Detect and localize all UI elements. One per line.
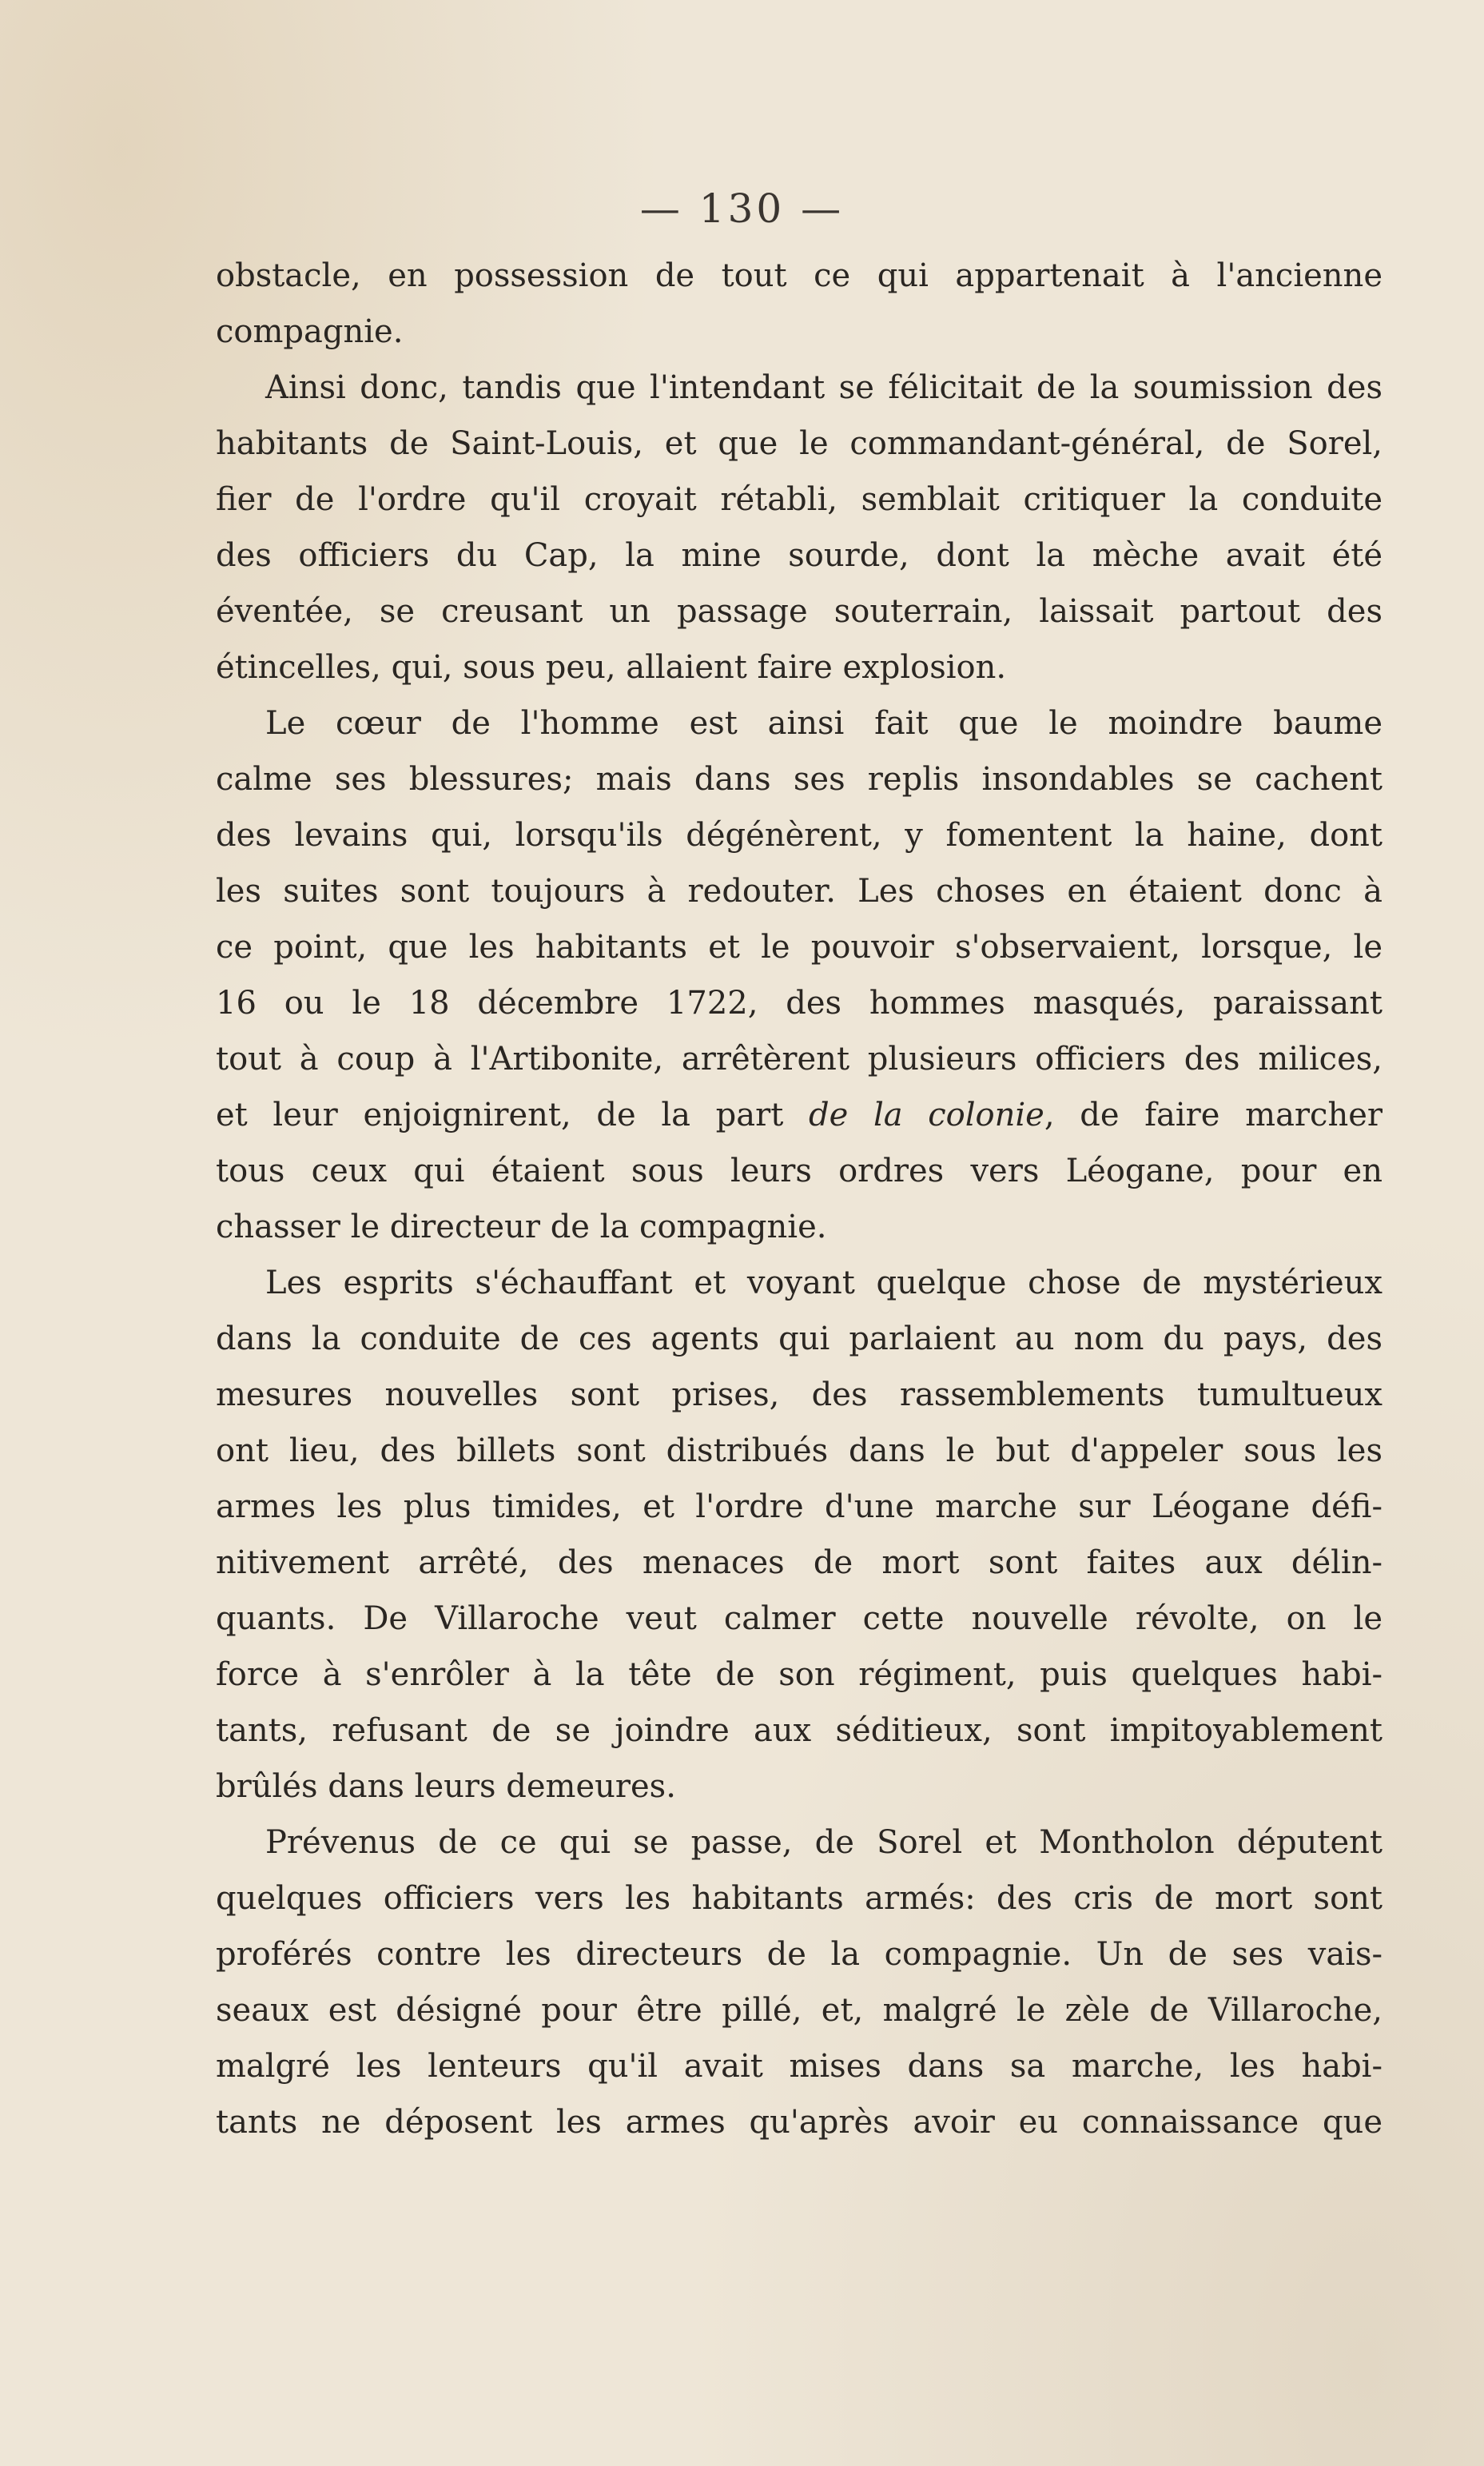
text-line: armes les plus timides, et l'ordre d'une marche sur Léogane défi- — [216, 1488, 1383, 1525]
text-line: ce point, que les habitants et le pouvoir s'observaient, lorsque, le — [216, 929, 1383, 966]
text-line: mesures nouvelles sont prises, des rassemblements tumultueux — [216, 1376, 1383, 1413]
text-line: habitants de Saint-Louis, et que le commandant-général, de Sorel, — [216, 425, 1383, 462]
text-line: Ainsi donc, tandis que l'intendant se félicitait de la soumission des — [265, 369, 1383, 406]
text-line: des levains qui, lorsqu'ils dégénèrent, y fomentent la haine, dont — [216, 817, 1383, 854]
text-line: quants. De Villaroche veut calmer cette nouvelle révolte, on le — [216, 1600, 1383, 1637]
text-line: tous ceux qui étaient sous leurs ordres vers Léogane, pour en — [216, 1153, 1383, 1189]
text-line: compagnie. — [216, 313, 404, 350]
text-line: les suites sont toujours à redouter. Les choses en étaient donc à — [216, 873, 1383, 910]
text-line: fier de l'ordre qu'il croyait rétabli, semblait critiquer la conduite — [216, 481, 1383, 518]
text-line: seaux est désigné pour être pillé, et, malgré le zèle de Villaroche, — [216, 1992, 1383, 2029]
text-line: malgré les lenteurs qu'il avait mises dans sa marche, les habi- — [216, 2048, 1383, 2085]
text-line: éventée, se creusant un passage souterrain, laissait partout des — [216, 593, 1383, 630]
text-line: quelques officiers vers les habitants armés: des cris de mort sont — [216, 1880, 1383, 1917]
text-line: brûlés dans leurs demeures. — [216, 1768, 676, 1805]
text-line: 16 ou le 18 décembre 1722, des hommes masqués, paraissant — [216, 985, 1383, 1022]
text-segment: et leur enjoignirent, de la part — [216, 1097, 784, 1133]
text-segment: , de faire marcher — [1044, 1097, 1383, 1133]
text-line: obstacle, en possession de tout ce qui appartenait à l'ancienne — [216, 257, 1383, 294]
paragraph-4 — [216, 1255, 1383, 1815]
text-line: tants, refusant de se joindre aux séditieux, sont impitoyablement — [216, 1712, 1383, 1749]
paragraph-1 — [216, 248, 1383, 360]
paragraph-5 — [216, 1815, 1383, 2150]
italic-phrase: de la colonie — [808, 1097, 1044, 1133]
text-line: ont lieu, des billets sont distribués dans le but d'appeler sous les — [216, 1432, 1383, 1469]
page-number: — 130 — — [639, 185, 845, 232]
paragraph-3 — [216, 695, 1383, 1255]
text-line: tants ne déposent les armes qu'après avoir eu connaissance que — [216, 2104, 1383, 2141]
text-line: chasser le directeur de la compagnie. — [216, 1209, 827, 1245]
text-line: Le cœur de l'homme est ainsi fait que le moindre baume — [265, 705, 1383, 742]
text-line-with-italic — [216, 1087, 1383, 1143]
text-line: des officiers du Cap, la mine sourde, dont la mèche avait été — [216, 537, 1383, 574]
text-line: dans la conduite de ces agents qui parlaient au nom du pays, des — [216, 1321, 1383, 1357]
text-line: tout à coup à l'Artibonite, arrêtèrent plusieurs officiers des milices, — [216, 1041, 1383, 1078]
text-line: calme ses blessures; mais dans ses replis insondables se cachent — [216, 761, 1383, 798]
text-line: étincelles, qui, sous peu, allaient faire explosion. — [216, 649, 1007, 686]
body-text — [216, 248, 1383, 2150]
paragraph-2 — [216, 360, 1383, 695]
text-line: Prévenus de ce qui se passe, de Sorel et Montholon députent — [265, 1824, 1383, 1861]
text-line: proférés contre les directeurs de la compagnie. Un de ses vais- — [216, 1936, 1383, 1973]
text-line: Les esprits s'échauffant et voyant quelque chose de mystérieux — [265, 1265, 1383, 1301]
text-line: nitivement arrêté, des menaces de mort sont faites aux délin- — [216, 1544, 1383, 1581]
text-line: force à s'enrôler à la tête de son régiment, puis quelques habi- — [216, 1656, 1383, 1693]
